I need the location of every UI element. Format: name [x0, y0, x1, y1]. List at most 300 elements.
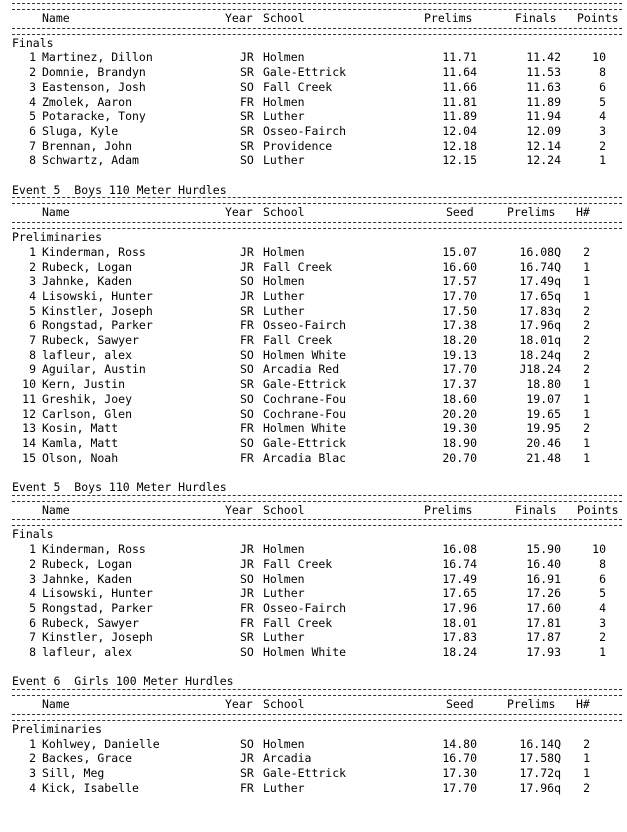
mark-1: 17.37 [442, 377, 477, 392]
mark-2: 18.24q [519, 347, 561, 362]
place: 2 [29, 259, 36, 274]
mark-1: 11.66 [442, 79, 477, 94]
mark-3: 2 [583, 303, 590, 318]
separator-rule [12, 197, 622, 204]
mark-2: 17.93 [526, 645, 561, 659]
mark-3: 5 [599, 586, 606, 601]
mark-3: 6 [599, 79, 606, 94]
result-row [0, 333, 627, 347]
mark-3: 10 [592, 542, 606, 557]
mark-1: 12.15 [442, 153, 477, 168]
result-row [0, 421, 627, 435]
mark-1: 17.49 [442, 571, 477, 586]
school: Cochrane-Fou [263, 391, 347, 406]
mark-1: 14.80 [442, 736, 477, 751]
year: FR [240, 94, 254, 109]
mark-2: 11.94 [526, 109, 561, 124]
result-row [0, 139, 627, 153]
school: Holmen [263, 571, 305, 586]
event-title [0, 674, 627, 688]
mark-3: 3 [599, 615, 606, 630]
school: Holmen White [263, 645, 347, 659]
year: JR [240, 244, 254, 259]
mark-1: 17.70 [442, 780, 477, 795]
year: SO [240, 347, 254, 362]
mark-3: 1 [583, 288, 590, 303]
school: Luther [263, 288, 305, 303]
header-year: Year [225, 205, 253, 220]
mark-3: 2 [583, 333, 590, 347]
place: 8 [29, 347, 36, 362]
mark-2: 21.48 [526, 450, 561, 465]
year: JR [240, 50, 254, 65]
year: FR [240, 600, 254, 615]
school: Luther [263, 586, 305, 601]
separator-rule [12, 3, 622, 10]
header-c2: Prelims [507, 205, 556, 220]
result-row [0, 586, 627, 600]
mark-3: 1 [583, 274, 590, 289]
result-row [0, 304, 627, 318]
mark-3: 2 [583, 736, 590, 751]
year: JR [240, 542, 254, 557]
athlete-name: Kinstler, Joseph [42, 303, 153, 318]
column-header [0, 205, 627, 219]
place: 6 [29, 123, 36, 138]
result-row [0, 50, 627, 64]
mark-2: 17.58Q [519, 751, 561, 766]
mark-2: 11.42 [526, 50, 561, 65]
athlete-name: Kern, Justin [42, 377, 126, 392]
school: Fall Creek [263, 79, 333, 94]
school: Arcadia [263, 751, 312, 766]
school: Luther [263, 109, 305, 124]
athlete-name: Olson, Noah [42, 450, 119, 465]
school: Fall Creek [263, 333, 333, 347]
mark-1: 12.18 [442, 138, 477, 153]
athlete-name: Lisowski, Hunter [42, 288, 153, 303]
athlete-name: Domnie, Brandyn [42, 65, 146, 80]
round-label-text: Preliminaries [12, 230, 103, 245]
year: SO [240, 406, 254, 421]
place: 3 [29, 765, 36, 780]
result-row [0, 124, 627, 138]
mark-2: 11.53 [526, 65, 561, 80]
header-c1: Prelims [424, 502, 473, 517]
school: Luther [263, 630, 305, 645]
place: 3 [29, 274, 36, 289]
mark-1: 17.70 [442, 362, 477, 377]
place: 2 [29, 65, 36, 80]
place: 8 [29, 645, 36, 659]
athlete-name: Zmolek, Aaron [42, 94, 133, 109]
school: Gale-Ettrick [263, 377, 347, 392]
athlete-name: Kick, Isabelle [42, 780, 139, 795]
result-row [0, 95, 627, 109]
year: FR [240, 450, 254, 465]
place: 11 [22, 391, 36, 406]
athlete-name: Rubeck, Logan [42, 259, 133, 274]
mark-3: 2 [583, 347, 590, 362]
mark-3: 1 [583, 406, 590, 421]
mark-2: 15.90 [526, 542, 561, 557]
header-c1: Seed [446, 205, 474, 220]
place: 8 [29, 153, 36, 168]
place: 3 [29, 79, 36, 94]
mark-3: 4 [599, 600, 606, 615]
school: Gale-Ettrick [263, 435, 347, 450]
header-c3: Points [577, 502, 619, 517]
header-name: Name [42, 205, 70, 220]
year: SR [240, 138, 254, 153]
place: 9 [29, 362, 36, 377]
mark-2: 17.81 [526, 615, 561, 630]
mark-3: 2 [583, 421, 590, 436]
mark-1: 11.81 [442, 94, 477, 109]
event-title-text: Event 5 Boys 110 Meter Hurdles [12, 480, 227, 494]
result-row [0, 630, 627, 644]
mark-1: 16.60 [442, 259, 477, 274]
mark-1: 18.60 [442, 391, 477, 406]
separator-rule [12, 714, 622, 721]
mark-3: 1 [599, 153, 606, 168]
year: JR [240, 586, 254, 601]
place: 3 [29, 571, 36, 586]
result-row [0, 80, 627, 94]
result-row [0, 65, 627, 79]
mark-3: 2 [583, 244, 590, 259]
school: Providence [263, 138, 333, 153]
mark-2: 17.83q [519, 303, 561, 318]
athlete-name: Kosin, Matt [42, 421, 119, 436]
separator-rule [12, 519, 622, 526]
school: Fall Creek [263, 615, 333, 630]
event-title-text: Event 6 Girls 100 Meter Hurdles [12, 674, 234, 689]
mark-2: 20.46 [526, 435, 561, 450]
result-row [0, 601, 627, 615]
round-label [0, 527, 627, 541]
result-row [0, 362, 627, 376]
result-row [0, 348, 627, 362]
athlete-name: Rubeck, Sawyer [42, 615, 139, 630]
school: Holmen [263, 274, 305, 289]
separator-rule [12, 28, 622, 35]
mark-1: 16.08 [442, 542, 477, 557]
result-row [0, 377, 627, 391]
athlete-name: Jahnke, Kaden [42, 571, 133, 586]
athlete-name: Rongstad, Parker [42, 600, 153, 615]
place: 2 [29, 556, 36, 571]
mark-2: 18.01q [519, 333, 561, 347]
mark-1: 18.24 [442, 645, 477, 659]
athlete-name: Schwartz, Adam [42, 153, 139, 168]
round-label-text: Finals [12, 35, 54, 50]
mark-2: 17.96q [519, 318, 561, 333]
result-row [0, 153, 627, 167]
round-label-text: Finals [12, 527, 54, 542]
year: JR [240, 288, 254, 303]
athlete-name: Sluga, Kyle [42, 123, 119, 138]
mark-3: 3 [599, 123, 606, 138]
header-c1: Prelims [424, 11, 473, 25]
result-row [0, 645, 627, 659]
column-header [0, 11, 627, 25]
header-c3: H# [576, 205, 590, 220]
year: SO [240, 736, 254, 751]
separator-rule [12, 222, 622, 229]
year: SO [240, 571, 254, 586]
mark-3: 1 [583, 765, 590, 780]
mark-2: 19.07 [526, 391, 561, 406]
place: 4 [29, 94, 36, 109]
place: 1 [29, 50, 36, 65]
place: 2 [29, 751, 36, 766]
year: JR [240, 751, 254, 766]
mark-3: 2 [583, 780, 590, 795]
mark-2: 19.95 [526, 421, 561, 436]
mark-1: 15.07 [442, 244, 477, 259]
year: FR [240, 421, 254, 436]
year: SO [240, 645, 254, 659]
mark-3: 2 [599, 138, 606, 153]
header-school: School [263, 502, 305, 517]
mark-2: 19.65 [526, 406, 561, 421]
result-row [0, 781, 627, 795]
athlete-name: Rubeck, Logan [42, 556, 133, 571]
header-name: Name [42, 697, 70, 712]
column-header [0, 503, 627, 517]
header-year: Year [225, 502, 253, 517]
place: 1 [29, 542, 36, 557]
result-row [0, 260, 627, 274]
mark-2: 17.49q [519, 274, 561, 289]
athlete-name: lafleur, alex [42, 347, 133, 362]
mark-3: 10 [592, 50, 606, 65]
mark-1: 17.57 [442, 274, 477, 289]
year: SR [240, 630, 254, 645]
result-row [0, 766, 627, 780]
athlete-name: Brennan, John [42, 138, 133, 153]
mark-2: 12.24 [526, 153, 561, 168]
athlete-name: Aguilar, Austin [42, 362, 146, 377]
place: 7 [29, 630, 36, 645]
result-row [0, 737, 627, 751]
mark-2: 16.14Q [519, 736, 561, 751]
school: Arcadia Blac [263, 450, 347, 465]
place: 4 [29, 780, 36, 795]
school: Gale-Ettrick [263, 65, 347, 80]
year: SR [240, 377, 254, 392]
mark-2: 16.08Q [519, 244, 561, 259]
year: SR [240, 303, 254, 318]
mark-3: 1 [583, 391, 590, 406]
place: 1 [29, 736, 36, 751]
mark-2: 12.14 [526, 138, 561, 153]
year: FR [240, 333, 254, 347]
school: Osseo-Fairch [263, 600, 347, 615]
mark-1: 17.70 [442, 288, 477, 303]
year: SO [240, 79, 254, 94]
year: SO [240, 391, 254, 406]
mark-3: 6 [599, 571, 606, 586]
separator-rule [12, 495, 622, 502]
mark-1: 20.20 [442, 406, 477, 421]
result-row [0, 557, 627, 571]
school: Gale-Ettrick [263, 765, 347, 780]
school: Luther [263, 780, 305, 795]
place: 10 [22, 377, 36, 392]
mark-1: 18.01 [442, 615, 477, 630]
mark-3: 1 [583, 450, 590, 465]
header-c1: Seed [446, 697, 474, 712]
result-row [0, 392, 627, 406]
year: FR [240, 318, 254, 333]
mark-3: 1 [583, 751, 590, 766]
mark-2: 11.63 [526, 79, 561, 94]
mark-2: 16.91 [526, 571, 561, 586]
mark-2: 17.72q [519, 765, 561, 780]
result-row [0, 289, 627, 303]
place: 5 [29, 303, 36, 318]
mark-2: J18.24 [519, 362, 561, 377]
mark-3: 1 [583, 259, 590, 274]
result-row [0, 616, 627, 630]
result-row [0, 407, 627, 421]
athlete-name: Kinderman, Ross [42, 542, 146, 557]
school: Arcadia Red [263, 362, 340, 377]
place: 4 [29, 288, 36, 303]
header-c3: H# [576, 697, 590, 712]
school: Fall Creek [263, 259, 333, 274]
round-label [0, 36, 627, 50]
school: Holmen [263, 50, 305, 65]
mark-2: 18.80 [526, 377, 561, 392]
mark-1: 11.89 [442, 109, 477, 124]
athlete-name: Martinez, Dillon [42, 50, 153, 65]
place: 6 [29, 615, 36, 630]
year: FR [240, 780, 254, 795]
mark-2: 16.40 [526, 556, 561, 571]
athlete-name: Kinderman, Ross [42, 244, 146, 259]
athlete-name: Lisowski, Hunter [42, 586, 153, 601]
mark-1: 16.70 [442, 751, 477, 766]
result-row [0, 274, 627, 288]
result-row [0, 542, 627, 556]
round-label [0, 230, 627, 244]
place: 13 [22, 421, 36, 436]
year: SR [240, 123, 254, 138]
mark-2: 17.26 [526, 586, 561, 601]
place: 14 [22, 435, 36, 450]
school: Holmen White [263, 347, 347, 362]
header-year: Year [225, 11, 253, 25]
place: 4 [29, 586, 36, 601]
event-title-text: Event 5 Boys 110 Meter Hurdles [12, 182, 227, 197]
mark-1: 17.96 [442, 600, 477, 615]
mark-2: 17.96q [519, 780, 561, 795]
athlete-name: Eastenson, Josh [42, 79, 146, 94]
athlete-name: Rongstad, Parker [42, 318, 153, 333]
place: 1 [29, 244, 36, 259]
header-c2: Prelims [507, 697, 556, 712]
place: 5 [29, 600, 36, 615]
mark-2: 17.87 [526, 630, 561, 645]
header-school: School [263, 11, 305, 25]
mark-1: 17.30 [442, 765, 477, 780]
year: SO [240, 274, 254, 289]
school: Cochrane-Fou [263, 406, 347, 421]
result-row [0, 109, 627, 123]
year: SO [240, 362, 254, 377]
year: SR [240, 65, 254, 80]
year: SR [240, 109, 254, 124]
mark-1: 11.71 [442, 50, 477, 65]
school: Holmen [263, 94, 305, 109]
school: Osseo-Fairch [263, 123, 347, 138]
mark-2: 16.74Q [519, 259, 561, 274]
result-row [0, 751, 627, 765]
header-c3: Points [577, 11, 619, 25]
header-school: School [263, 205, 305, 220]
mark-1: 16.74 [442, 556, 477, 571]
mark-1: 17.50 [442, 303, 477, 318]
mark-2: 12.09 [526, 123, 561, 138]
mark-1: 17.65 [442, 586, 477, 601]
mark-1: 19.13 [442, 347, 477, 362]
mark-3: 1 [599, 645, 606, 659]
school: Holmen [263, 244, 305, 259]
school: Holmen [263, 736, 305, 751]
place: 5 [29, 109, 36, 124]
school: Holmen White [263, 421, 347, 436]
result-row [0, 436, 627, 450]
place: 12 [22, 406, 36, 421]
school: Osseo-Fairch [263, 318, 347, 333]
mark-1: 18.20 [442, 333, 477, 347]
athlete-name: Greshik, Joey [42, 391, 133, 406]
column-header [0, 697, 627, 711]
athlete-name: Potaracke, Tony [42, 109, 146, 124]
athlete-name: Jahnke, Kaden [42, 274, 133, 289]
athlete-name: Kohlwey, Danielle [42, 736, 160, 751]
athlete-name: Sill, Meg [42, 765, 105, 780]
separator-rule [12, 689, 622, 696]
result-row [0, 572, 627, 586]
mark-3: 1 [583, 377, 590, 392]
mark-3: 2 [583, 362, 590, 377]
mark-3: 1 [583, 435, 590, 450]
mark-1: 18.90 [442, 435, 477, 450]
header-name: Name [42, 11, 70, 25]
mark-1: 17.38 [442, 318, 477, 333]
header-c2: Finals [515, 11, 557, 25]
event-title [0, 183, 627, 197]
school: Holmen [263, 542, 305, 557]
year: FR [240, 615, 254, 630]
year: JR [240, 259, 254, 274]
round-label-text: Preliminaries [12, 721, 103, 736]
mark-1: 19.30 [442, 421, 477, 436]
place: 7 [29, 333, 36, 347]
result-row [0, 318, 627, 332]
school: Luther [263, 153, 305, 168]
athlete-name: lafleur, alex [42, 645, 133, 659]
mark-3: 4 [599, 109, 606, 124]
year: SO [240, 435, 254, 450]
school: Fall Creek [263, 556, 333, 571]
athlete-name: Backes, Grace [42, 751, 133, 766]
mark-3: 2 [583, 318, 590, 333]
